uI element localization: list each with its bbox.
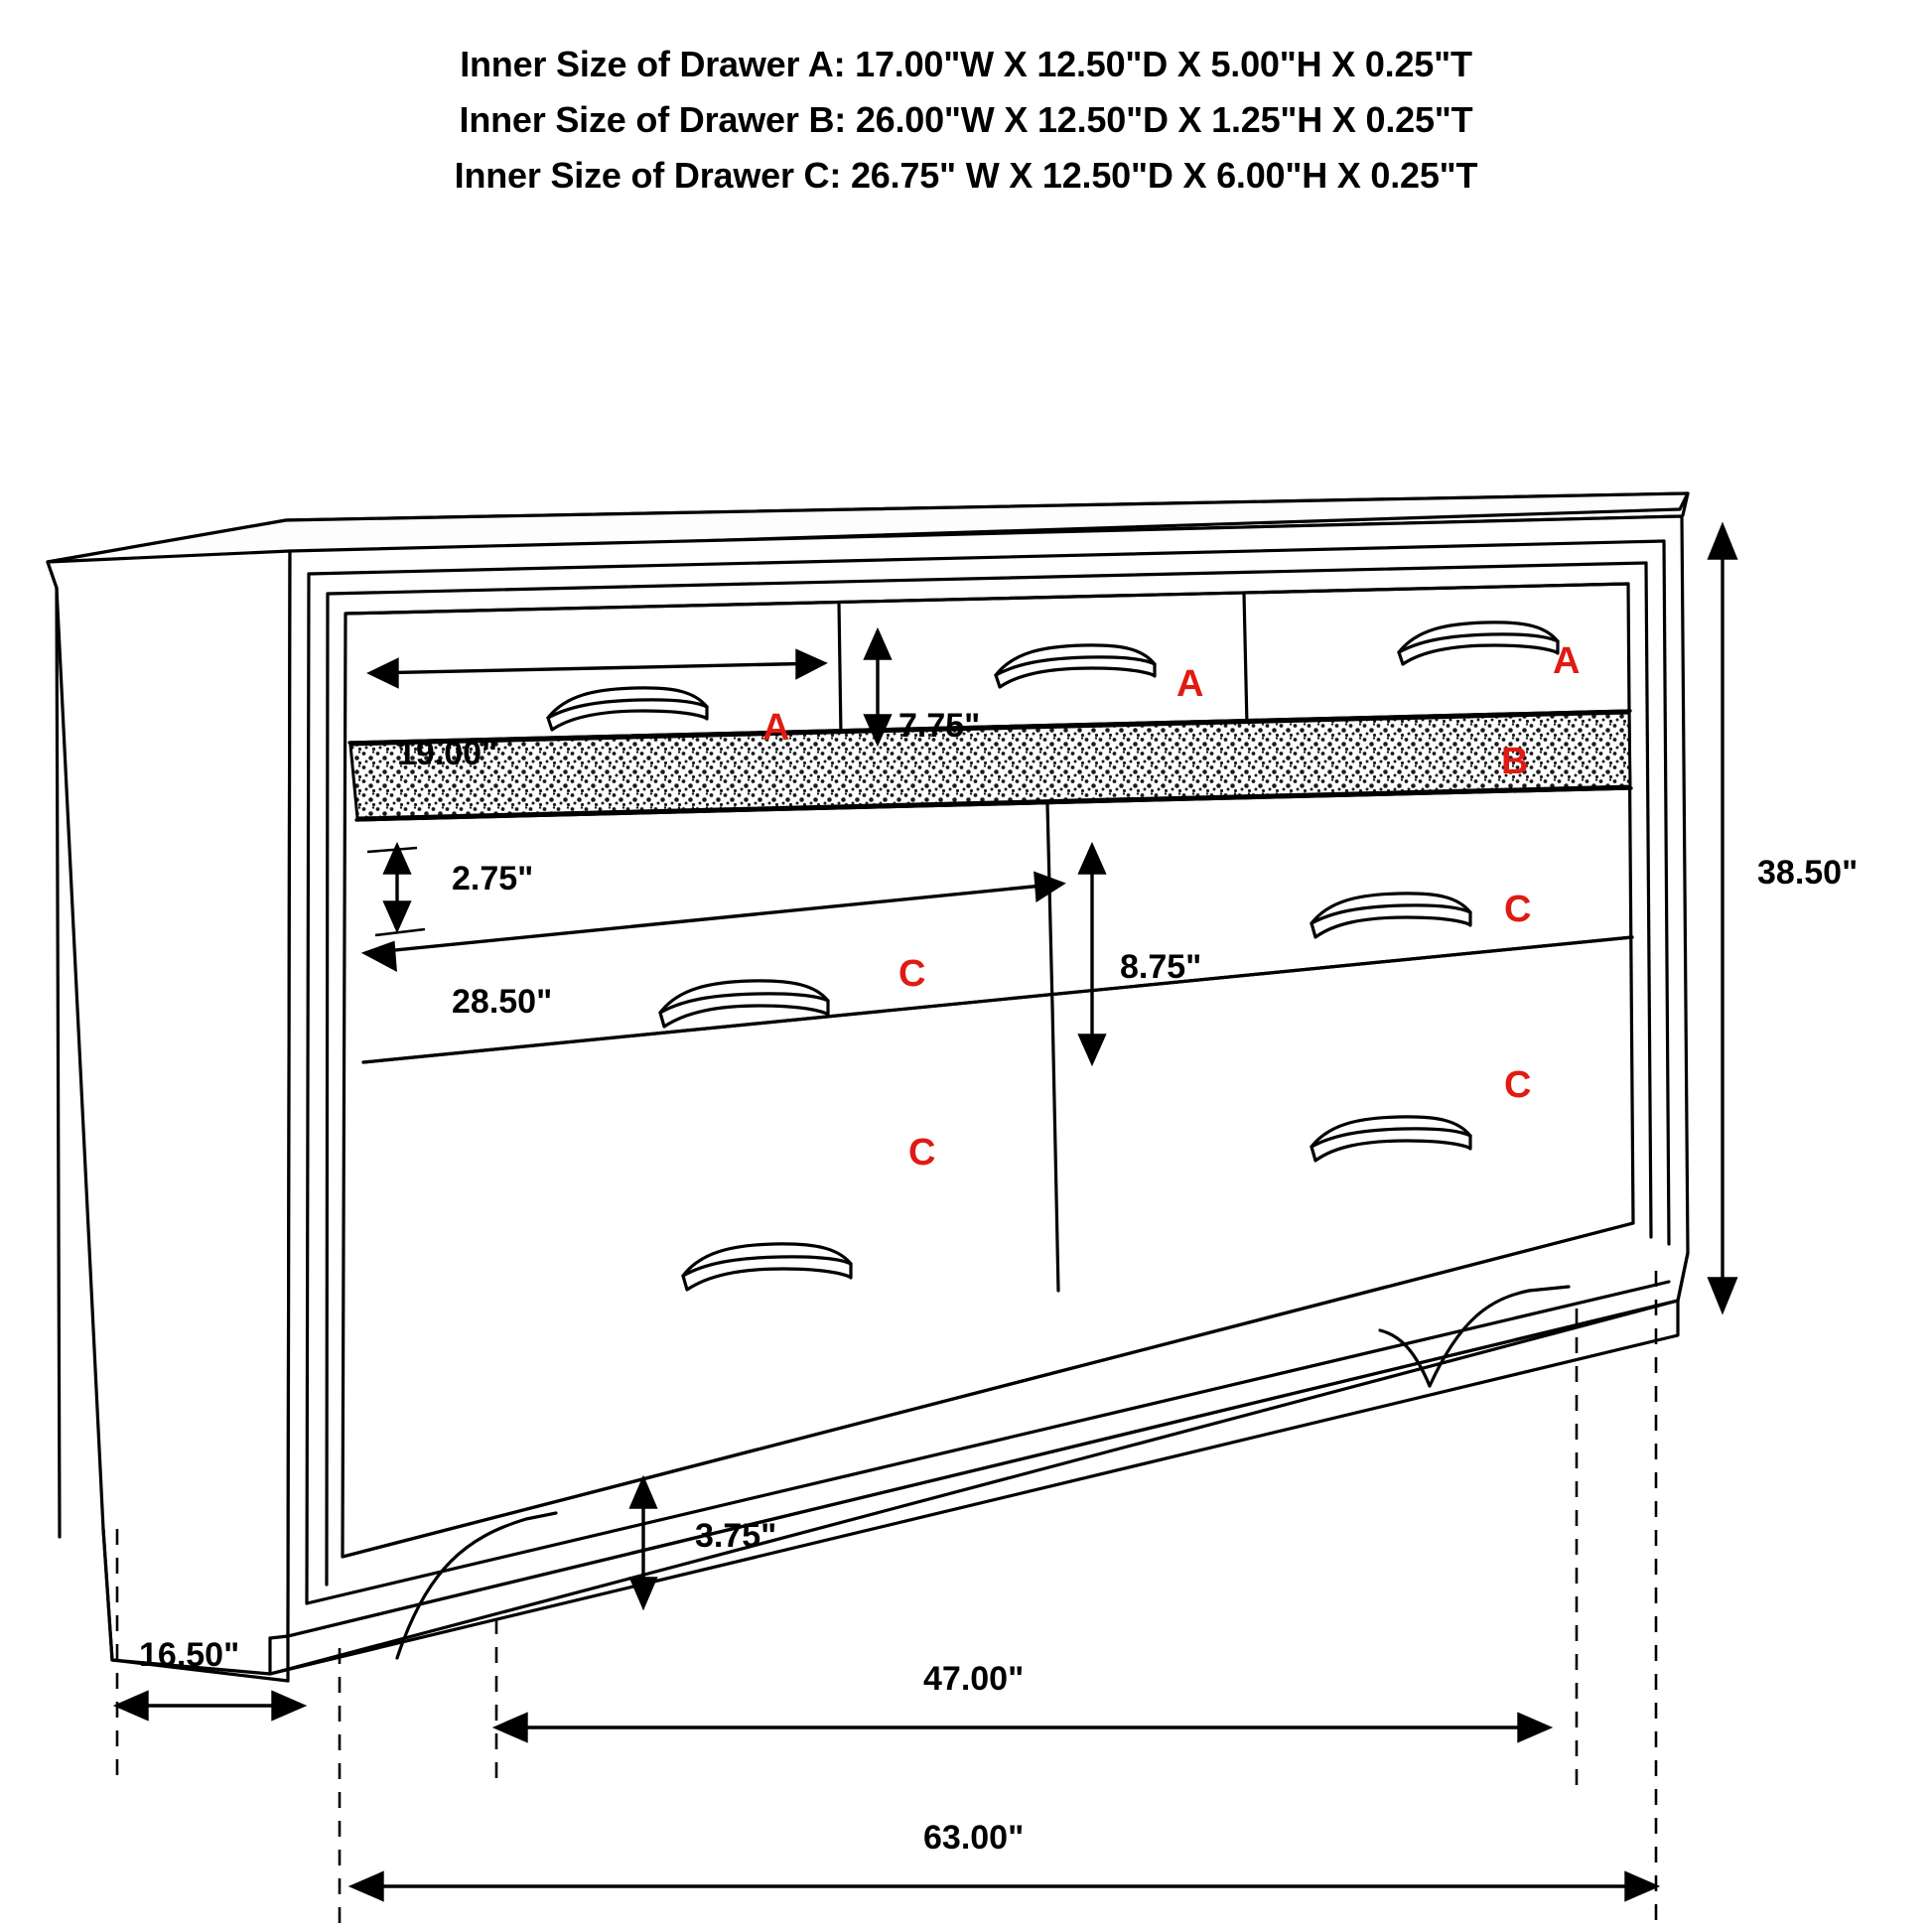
dim-label-16-50: 16.50" xyxy=(139,1636,240,1674)
dim-label-38-50: 38.50" xyxy=(1757,854,1859,892)
spec-line-drawer-b: Inner Size of Drawer B: 26.00"W X 12.50"D X 1.25"H X 0.25"T xyxy=(459,99,1473,140)
callout-c-left-upper: C xyxy=(898,953,926,995)
callout-b: B xyxy=(1501,741,1529,782)
dim-label-47: 47.00" xyxy=(923,1660,1025,1698)
dim-label-28-50: 28.50" xyxy=(452,983,553,1021)
callout-c-left-lower: C xyxy=(908,1132,936,1173)
callout-c-right-lower: C xyxy=(1504,1064,1532,1106)
callout-a-right: A xyxy=(1553,640,1581,682)
dim-label-3-75: 3.75" xyxy=(695,1517,777,1555)
dim-label-63: 63.00" xyxy=(923,1819,1025,1857)
callout-c-right-upper: C xyxy=(1504,889,1532,930)
callout-a-left: A xyxy=(762,707,790,749)
dim-label-19: 19.00" xyxy=(397,735,498,772)
callout-a-middle: A xyxy=(1176,663,1204,705)
dim-label-8-75: 8.75" xyxy=(1120,948,1202,986)
spec-line-drawer-a: Inner Size of Drawer A: 17.00"W X 12.50"D X 5.00"H X 0.25"T xyxy=(460,44,1472,84)
spec-line-drawer-c: Inner Size of Drawer C: 26.75" W X 12.50"D X 6.00"H X 0.25"T xyxy=(454,155,1478,196)
dim-label-2-75: 2.75" xyxy=(452,860,534,897)
dim-label-7-75: 7.75" xyxy=(898,707,981,745)
